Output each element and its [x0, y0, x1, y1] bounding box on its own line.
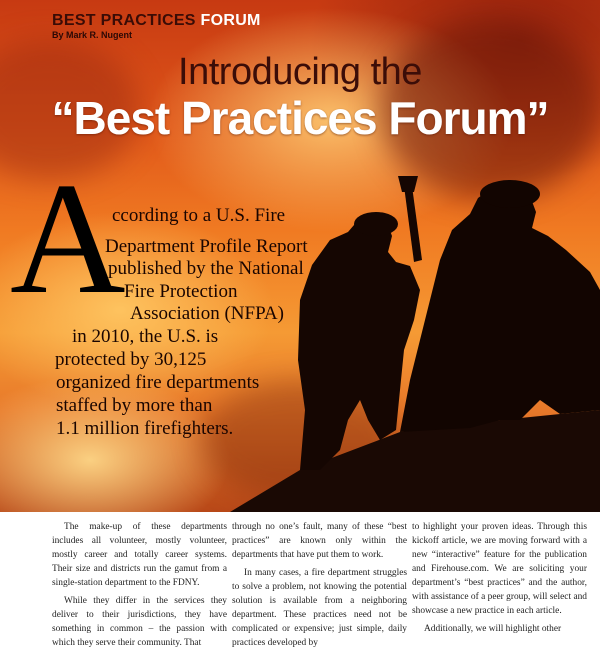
lead-line: protected by 30,125 [55, 349, 207, 370]
lead-line: ccording to a U.S. Fire [112, 205, 286, 226]
lead-line: organized fire departments [56, 372, 260, 393]
lead-line: Association (NFPA) [130, 303, 284, 324]
body-paragraph: Additionally, we will highlight other [424, 624, 562, 634]
lead-line: Department Profile Report [105, 236, 308, 257]
body-paragraph: In many cases, a fire department struggles to solve a problem, not knowing the potential solution is available from a neighboring department. These practices need not be complicated or expensive; just simple, daily practices developed by [232, 568, 407, 648]
lead-line: in 2010, the U.S. is [72, 326, 219, 347]
byline: By Mark R. Nugent [52, 30, 133, 40]
body-paragraph: The make-up of these departments includes all volunteer, mostly volunteer, mostly career and totally career systems. Their size and districts run the gamut from a single-station department to the FDNY. [52, 522, 227, 588]
lead-line: 1.1 million firefighters. [56, 418, 234, 439]
body-column-2 [232, 520, 407, 650]
lead-line: staffed by more than [56, 395, 213, 416]
lead-line: published by the National [108, 258, 304, 279]
headline-line2: “Best Practices Forum” [51, 92, 549, 144]
body-paragraph: to highlight your proven ideas. Through this kickoff article, we are moving forward with a new “interactive” feature for the publication and Firehouse.com. We are soliciting your department’s “best practices” and the author, with assistance of a peer group, will select and showcase a new practice in each article. [412, 522, 587, 616]
body-column-3 [412, 520, 587, 636]
lead-paragraph [0, 0, 340, 512]
drop-cap: A [10, 149, 126, 327]
lead-line: Fire Protection [124, 281, 238, 302]
body-column-1 [52, 520, 227, 650]
body-paragraph: through no one’s fault, many of these “best practices” are known only within the departments that have put them to work. [232, 522, 407, 560]
body-paragraph: While they differ in the services they deliver to their jurisdictions, they have something in common – the passion with which they serve their community. That [52, 596, 227, 648]
headline-line1: Introducing the [178, 51, 422, 93]
kicker-best-practices: BEST PRACTICES [52, 12, 201, 29]
kicker-forum: FORUM [200, 12, 261, 29]
